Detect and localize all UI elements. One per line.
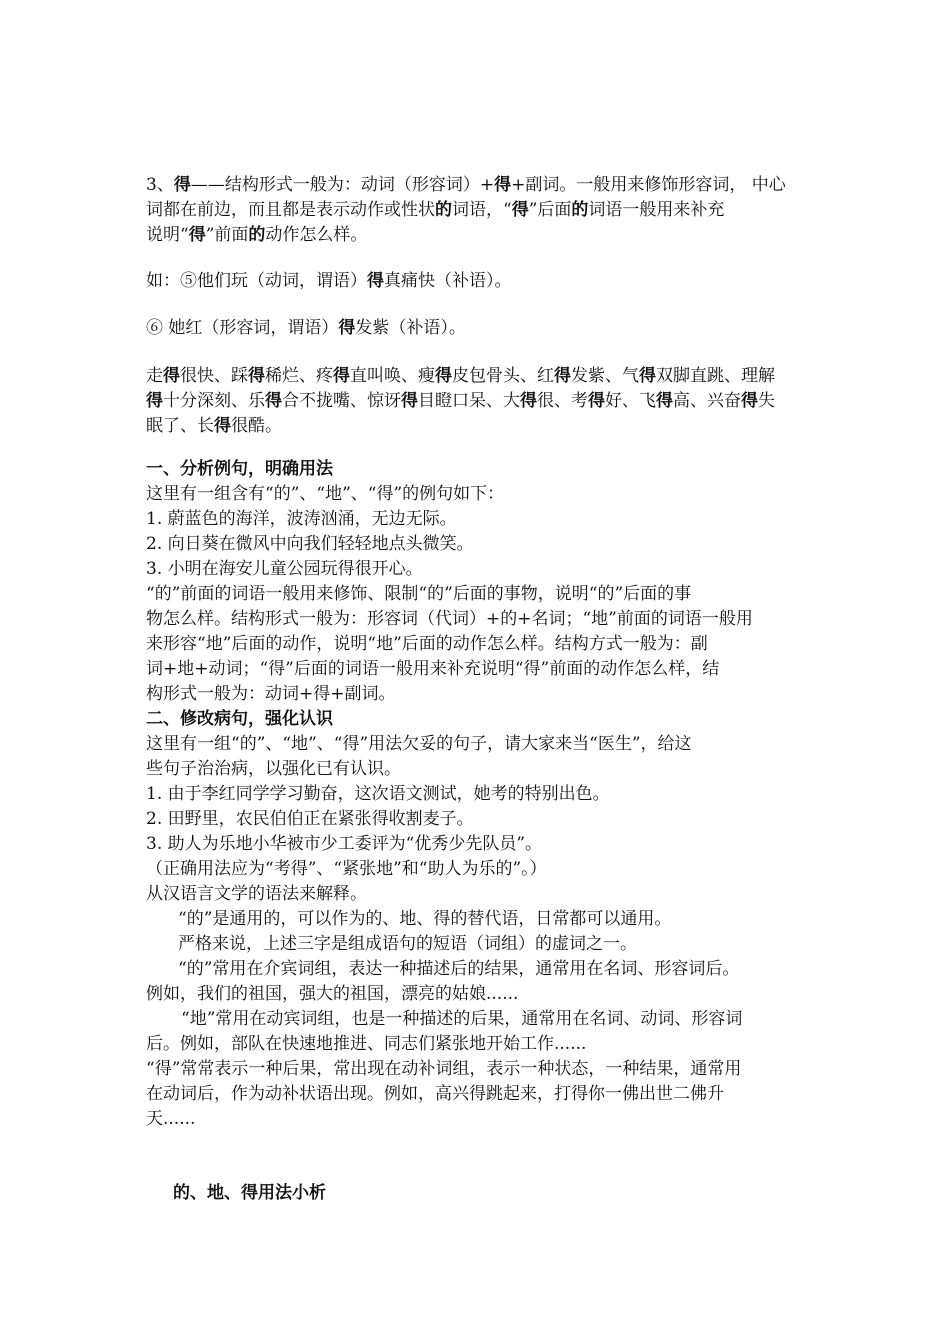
text-line: “的”前面的词语一般用来修饰、限制“的”后面的事物，说明“的”后面的事 xyxy=(146,584,692,604)
text-line: “得”常常表示一种后果，常出现在动补词组，表示一种状态，一种结果，通常用 xyxy=(146,1059,742,1079)
list-item: 1. 由于李红同学学习勤奋，这次语文测试，她考的特别出色。 xyxy=(146,784,610,804)
article-title: 的、地、得用法小析 xyxy=(173,1183,326,1203)
text-line: 些句子治治病，以强化已有认识。 xyxy=(146,759,401,779)
text-line: 眠了、长得很酷。 xyxy=(146,416,282,436)
example-6 xyxy=(146,316,811,341)
section-heading: 二、修改病句，强化认识 xyxy=(146,709,333,729)
text-line: ⑥ 她红（形容词，谓语）得发紫（补语）。 xyxy=(146,318,466,338)
text-line: “地”常用在动宾词组，也是一种描述的后果，通常用在名词、动词、形容词 xyxy=(181,1009,743,1029)
text-line: 说明“得”前面的动作怎么样。 xyxy=(146,225,368,245)
text-line: 从汉语言文学的语法来解释。 xyxy=(146,884,367,904)
text-line: “的”常用在介宾词组，表达一种描述后的结果，通常用在名词、形容词后。 xyxy=(178,959,740,979)
text-line: 3、得——结构形式一般为：动词（形容词）+得+副词。一般用来修饰形容词， 中心 xyxy=(146,175,786,195)
text-line: 严格来说，上述三字是组成语句的短语（词组）的虚词之一。 xyxy=(178,934,637,954)
section-intro: 这里有一组含有“的”、“地”、“得”的例句如下： xyxy=(146,484,505,504)
text-line: “的”是通用的，可以作为的、地、得的替代语，日常都可以通用。 xyxy=(178,909,672,929)
text-line: 物怎么样。结构形式一般为：形容词（代词）+的+名词；“地”前面的词语一般用 xyxy=(146,609,753,629)
text-line: 来形容“地”后面的动作，说明“地”后面的动作怎么样。结构方式一般为：副 xyxy=(146,634,708,654)
text-line: 词+地+动词；“得”后面的词语一般用来补充说明“得”前面的动作怎么样，结 xyxy=(146,659,720,679)
text-line: 这里有一组“的”、“地”、“得”用法欠妥的句子，请大家来当“医生”，给这 xyxy=(146,734,692,754)
text-line: 构形式一般为：动词+得+副词。 xyxy=(146,684,396,704)
text-line: 走得很快、踩得稀烂、疼得直叫唤、瘦得皮包骨头、红得发紫、气得双脚直跳、理解 xyxy=(146,366,775,386)
list-item: 2. 田野里，农民伯伯正在紧张得收割麦子。 xyxy=(146,809,474,829)
section-heading: 一、分析例句，明确用法 xyxy=(146,459,333,479)
example-5 xyxy=(146,269,811,294)
paragraph-de3-definition xyxy=(146,173,811,248)
text-line: 天...... xyxy=(146,1109,196,1129)
text-line: 词都在前边，而且都是表示动作或性状的词语，“得”后面的词语一般用来补充 xyxy=(146,200,725,220)
section-analysis xyxy=(146,457,811,707)
section-correction xyxy=(146,707,811,1132)
text-line: 在动词后，作为动补状语出现。例如，高兴得跳起来，打得你一佛出世二佛升 xyxy=(146,1084,724,1104)
list-item: 1. 蔚蓝色的海洋，波涛汹涌，无边无际。 xyxy=(146,509,457,529)
list-item: 2. 向日葵在微风中向我们轻轻地点头微笑。 xyxy=(146,534,474,554)
list-item: 3. 小明在海安儿童公园玩得很开心。 xyxy=(146,559,423,579)
list-item: 3. 助人为乐地小华被市少工委评为“优秀少先队员”。 xyxy=(146,834,543,854)
correction-note: （正确用法应为“考得”、“紧张地”和“助人为乐的”。） xyxy=(146,859,547,879)
phrase-list xyxy=(146,364,811,439)
text-line: 如：⑤他们玩（动词，谓语）得真痛快（补语）。 xyxy=(146,271,512,291)
text-line: 例如，我们的祖国，强大的祖国，漂亮的姑娘...... xyxy=(146,984,519,1004)
text-line: 得十分深刻、乐得合不拢嘴、惊讶得目瞪口呆、大得很、考得好、飞得高、兴奋得失 xyxy=(146,391,775,411)
text-line: 后。例如，部队在快速地推进、同志们紧张地开始工作...... xyxy=(146,1034,587,1054)
